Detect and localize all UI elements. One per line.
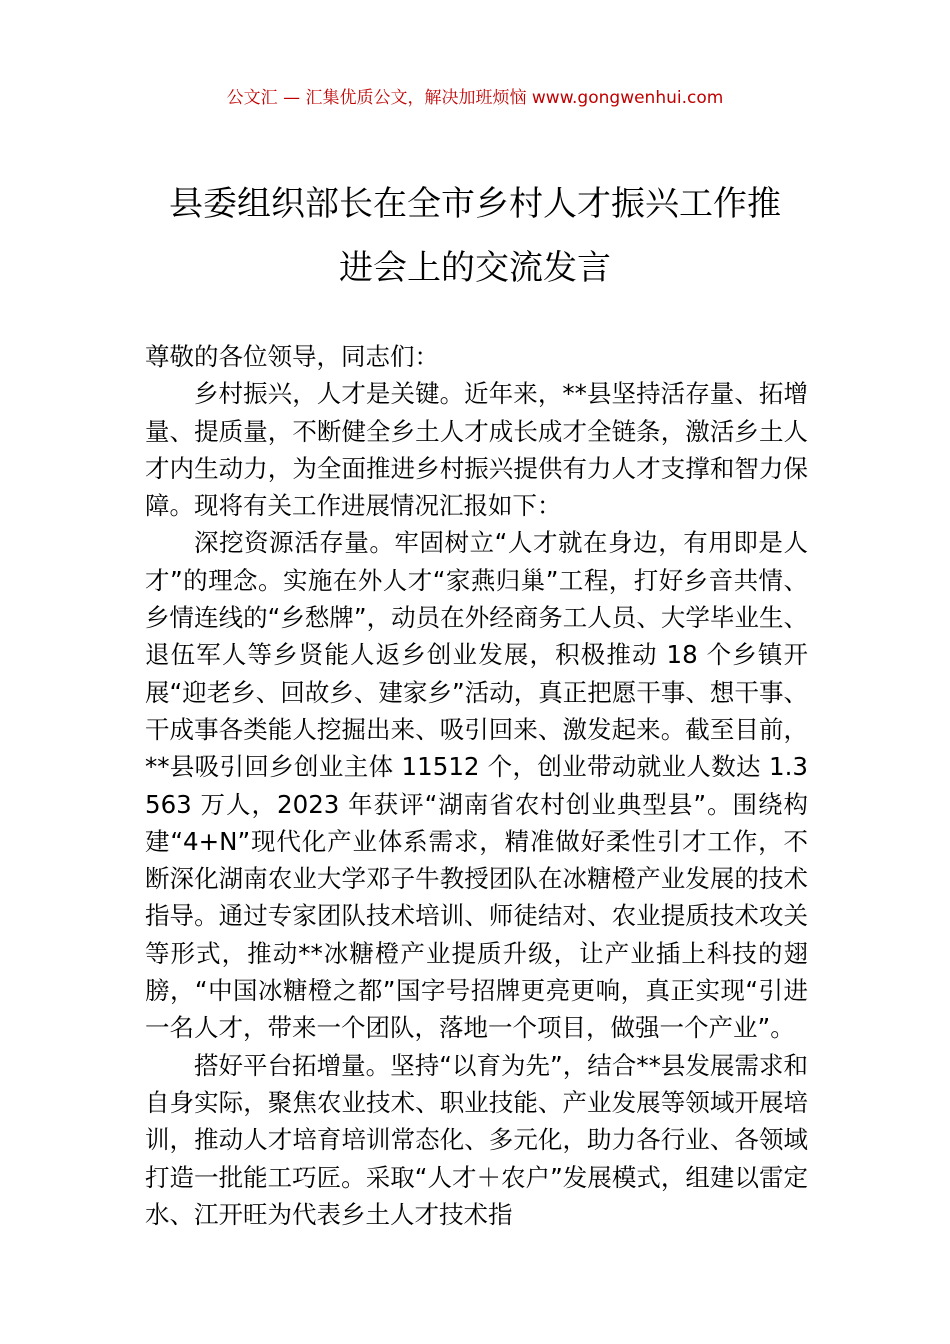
document-title [120,172,830,300]
paragraph-expand-increment: 搭好平台拓增量。坚持“以育为先”，结合**县发展需求和自身实际，聚焦农业技术、职业技能、产业发展等领域开展培训，推动人才培育培训常态化、多元化，助力各行业、各领域打造一批能工巧匠。采取“人才＋农户”发展模式，组建以雷定水、江开旺为代表乡土人才技术指 [145,1050,808,1229]
document-body [145,338,808,1233]
header-banner: 公文汇 — 汇集优质公文，解决加班烦恼 www.gongwenhui.com [226,88,724,108]
paragraph-activate-stock: 深挖资源活存量。牢固树立“人才就在身边，有用即是人才”的理念。实施在外人才“家燕归巢”工程，打好乡音共情、乡情连线的“乡愁牌”，动员在外经商务工人员、大学毕业生、退伍军人等乡贤能人返乡创业发展，积极推动 18 个乡镇开展“迎老乡、回故乡、建家乡”活动，真正把愿干事、想干事、干成事各类能人挖掘出来、吸引回来、激发起来。截至目前，**县吸引回乡创业主体 11512 个，创业带动就业人数达 1.3563 万人，2023 年获评“湖南省农村创业典型县”。围绕构建“4+N”现代化产业体系需求，精准做好柔性引才工作，不断深化湖南农业大学邓子牛教授团队在冰糖橙产业发展的技术指导。通过专家团队技术培训、师徒结对、农业提质技术攻关等形式，推动**冰糖橙产业提质升级，让产业插上科技的翅膀，“中国冰糖橙之都”国字号招牌更亮更响，真正实现“引进一名人才，带来一个团队，落地一个项目，做强一个产业”。 [145,528,808,1043]
title-line-2: 进会上的交流发言 [339,248,611,288]
salutation: 尊敬的各位领导，同志们： [145,342,439,371]
paragraph-intro: 乡村振兴，人才是关键。近年来，**县坚持活存量、拓增量、提质量，不断健全乡土人才成长成才全链条，激活乡土人才内生动力，为全面推进乡村振兴提供有力人才支撑和智力保障。现将有关工作进展情况汇报如下： [145,379,808,521]
title-line-1: 县委组织部长在全市乡村人才振兴工作推 [169,184,781,224]
